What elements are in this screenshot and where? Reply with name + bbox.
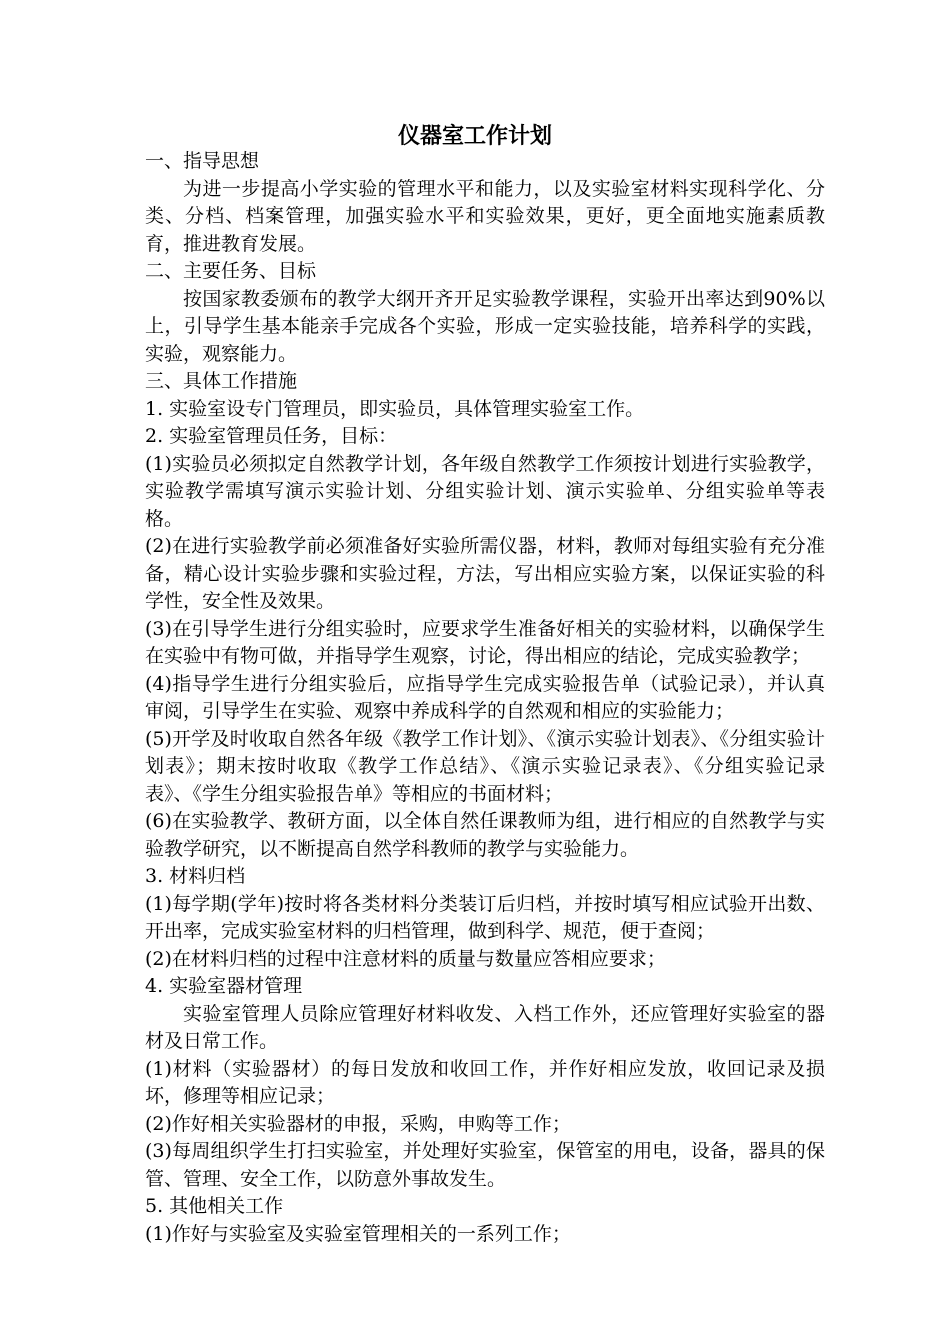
sub-item: (1)作好与实验室及实验室管理相关的一系列工作； xyxy=(145,1222,571,1245)
section-heading: 二、主要任务、目标 xyxy=(145,260,317,282)
numbered-item: 3. 材料归档 xyxy=(145,865,246,887)
sub-item: (2)作好相关实验器材的申报，采购，申购等工作； xyxy=(145,1112,571,1135)
sub-item: (2)在材料归档的过程中注意材料的质量与数量应答相应要求； xyxy=(145,947,666,970)
sub-item: (3)每周组织学生打扫实验室，并处理好实验室，保管室的用电，设备，器具的保管、管理、安全工作，以防意外事故发生。 xyxy=(145,1140,825,1190)
document-body xyxy=(145,148,825,1248)
sub-item: (4)指导学生进行分组实验后，应指导学生完成实验报告单（试验记录），并认真审阅，引导学生在实验、观察中养成科学的自然观和相应的实验能力； xyxy=(145,672,825,722)
sub-item: (3)在引导学生进行分组实验时，应要求学生准备好相关的实验材料，以确保学生在实验中有物可做，并指导学生观察，讨论，得出相应的结论，完成实验教学； xyxy=(145,617,825,667)
sub-item: (2)在进行实验教学前必须准备好实验所需仪器，材料，教师对每组实验有充分准备，精心设计实验步骤和实验过程，方法，写出相应实验方案，以保证实验的科学性，安全性及效果。 xyxy=(145,535,825,612)
sub-item: (1)材料（实验器材）的每日发放和收回工作，并作好相应发放，收回记录及损坏，修理等相应记录； xyxy=(145,1057,825,1107)
sub-item: (6)在实验教学、教研方面，以全体自然任课教师为组，进行相应的自然教学与实验教学研究，以不断提高自然学科教师的教学与实验能力。 xyxy=(145,810,825,860)
section-heading: 一、指导思想 xyxy=(145,150,260,172)
sub-item: (1)每学期(学年)按时将各类材料分类装订后归档，并按时填写相应试验开出数、开出率，完成实验室材料的归档管理，做到科学、规范，便于查阅； xyxy=(145,892,825,942)
numbered-item: 4. 实验室器材管理 xyxy=(145,975,303,997)
document-title: 仪器室工作计划 xyxy=(397,123,552,149)
body-paragraph: 为进一步提高小学实验的管理水平和能力，以及实验室材料实现科学化、分类、分档、档案管理，加强实验水平和实验效果，更好，更全面地实施素质教育，推进教育发展。 xyxy=(145,177,825,255)
body-paragraph: 按国家教委颁布的教学大纲开齐开足实验教学课程，实验开出率达到90%以上，引导学生基本能亲手完成各个实验，形成一定实验技能，培养科学的实践，实验，观察能力。 xyxy=(145,287,825,365)
sub-item: (5)开学及时收取自然各年级《教学工作计划》、《演示实验计划表》、《分组实验计划表》；期末按时收取《教学工作总结》、《演示实验记录表》、《分组实验记录表》、《学生分组实验报告单》等相应的书面材料； xyxy=(145,727,825,805)
numbered-item: 5. 其他相关工作 xyxy=(145,1195,284,1217)
section-heading: 三、具体工作措施 xyxy=(145,370,298,392)
numbered-item: 2. 实验室管理员任务，目标： xyxy=(145,425,398,447)
sub-item: (1)实验员必须拟定自然教学计划，各年级自然教学工作须按计划进行实验教学，实验教学需填写演示实验计划、分组实验计划、演示实验单、分组实验单等表格。 xyxy=(145,452,825,530)
numbered-item: 1. 实验室设专门管理员，即实验员，具体管理实验室工作。 xyxy=(145,397,645,420)
body-paragraph: 实验室管理人员除应管理好材料收发、入档工作外，还应管理好实验室的器材及日常工作。 xyxy=(145,1002,825,1052)
